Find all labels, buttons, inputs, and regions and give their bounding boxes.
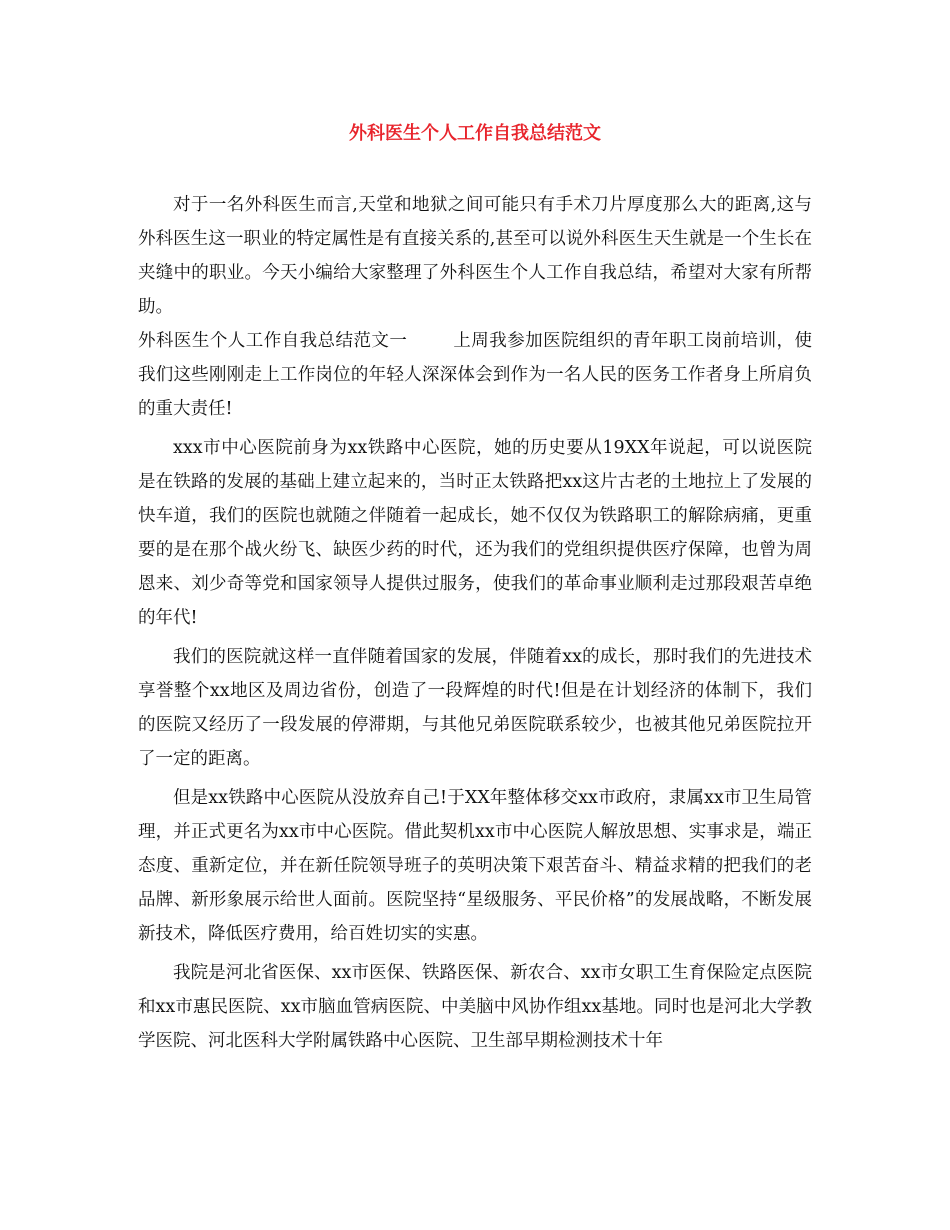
body-paragraph-4: 我院是河北省医保、xx市医保、铁路医保、新农合、xx市女职工生育保险定点医院和xx市惠民医院、xx市脑血管病医院、中美脑中风协作组xx基地。同时也是河北大学教学医院、河北医科大学附属铁路中心医院、卫生部早期检测技术十年 (138, 963, 812, 1051)
intro-paragraph: 对于一名外科医生而言,天堂和地狱之间可能只有手术刀片厚度那么大的距离,这与外科医生这一职业的特定属性是有直接关系的,甚至可以说外科医生天生就是一个生长在夹缝中的职业。今天小编给大家整理了外科医生个人工作自我总结，希望对大家有所帮助。 (138, 195, 812, 317)
section-heading: 外科医生个人工作自我总结范文一 (138, 331, 408, 351)
document-title: 外科医生个人工作自我总结范文 (349, 123, 601, 144)
body-paragraph-2: 我们的医院就这样一直伴随着国家的发展，伴随着xx的成长，那时我们的先进技术享誉整个xx地区及周边省份，创造了一段辉煌的时代!但是在计划经济的体制下，我们的医院又经历了一段发展的停滞期，与其他兄弟医院联系较少，也被其他兄弟医院拉开了一定的距离。 (138, 647, 812, 769)
body-paragraph-3: 但是xx铁路中心医院从没放弃自己!于XX年整体移交xx市政府，隶属xx市卫生局管理，并正式更名为xx市中心医院。借此契机xx市中心医院人解放思想、实事求是，端正态度、重新定位，并在新任院领导班子的英明决策下艰苦奋斗、精益求精的把我们的老品牌、新形象展示给世人面前。医院坚持“星级服务、平民价格”的发展战略，不断发展新技术，降低医疗费用，给百姓切实的实惠。 (138, 788, 812, 944)
section-first-text: 上周我参加医院组织的青年职工岗前培训，使我们这些刚刚走上工作岗位的年轻人深深体会到作为一名人民的医务工作者身上所肩负的重大责任! (138, 331, 813, 419)
body-paragraph-1: xxx市中心医院前身为xx铁路中心医院，她的历史要从19XX年说起，可以说医院是在铁路的发展的基础上建立起来的，当时正太铁路把xx这片古老的土地拉上了发展的快车道，我们的医院也就随之伴随着一起成长，她不仅仅为铁路职工的解除病痛，更重要的是在那个战火纷飞、缺医少药的时代，还为我们的党组织提供医疗保障，也曾为周恩来、刘少奇等党和国家领导人提供过服务，使我们的革命事业顺利走过那段艰苦卓绝的年代! (138, 438, 812, 628)
document-body (138, 188, 812, 1058)
section-paragraph (138, 324, 812, 426)
